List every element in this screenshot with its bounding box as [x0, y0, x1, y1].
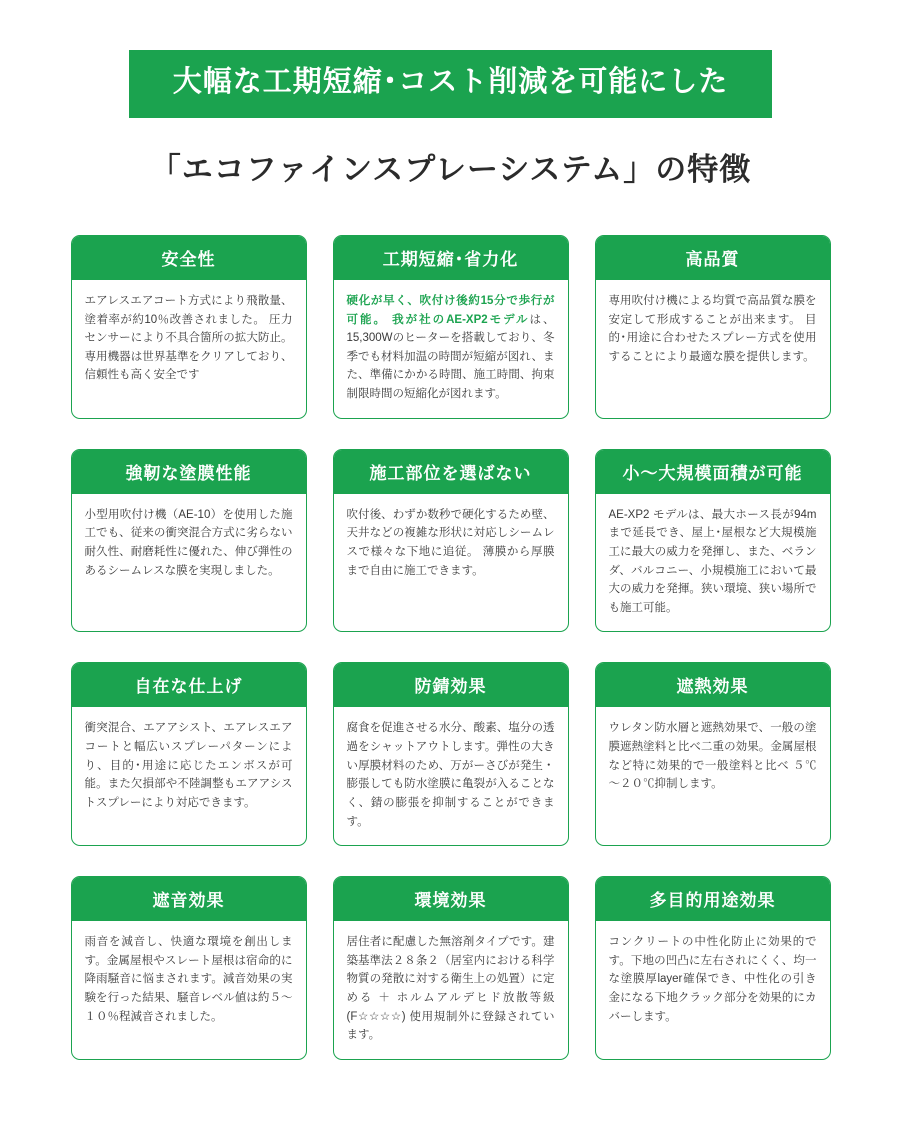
card-title: 強靭な塗膜性能 [72, 450, 306, 494]
card-body [72, 280, 306, 399]
feature-card [595, 876, 831, 1060]
card-body [72, 494, 306, 595]
card-body [596, 494, 830, 632]
card-body-text: AE-XP2 モデルは、最大ホース長が94mまで延長でき、屋上･屋根など大規模施工に最大の威力を発揮し、また、ベランダ、バルコニー、小規模施工において最大の威力を発揮。狭い環境、狭い場所でも施工可能。 [608, 508, 817, 614]
card-body [72, 707, 306, 826]
feature-card [333, 876, 569, 1060]
card-body [334, 494, 568, 595]
card-title: 多目的用途効果 [596, 877, 830, 921]
card-body-text: 居住者に配慮した無溶剤タイプです。建築基準法２８条２（居室内における科学物質の発散に対する衛生上の処置）に定める ＋ ホルムアルデヒド放散等級 (F☆☆☆☆) 使用規制外に登録されています。 [346, 936, 555, 1042]
feature-card [71, 662, 307, 846]
card-body [596, 707, 830, 808]
feature-card-grid [71, 189, 831, 1060]
feature-card [595, 662, 831, 846]
card-body-text: 衝突混合、エアアシスト、エアレスエアコートと幅広いスプレーパターンにより、目的･用途に応じたエンボスが可能。また欠損部や不陸調整もエアアシストスプレーにより対応できます。 [84, 722, 293, 809]
card-title: 環境効果 [334, 877, 568, 921]
card-body-text: 専用吹付け機による均質で高品質な膜を安定して形成することが出来ます。 目的･用途に合わせたスプレー方式を使用することにより最適な膜を提供します。 [608, 294, 817, 363]
card-body-text: 雨音を減音し、快適な環境を創出します。金属屋根やスレート屋根は宿命的に降雨騒音に悩まされます。減音効果の実験を行った結果、騒音レベル値は約５～１０％程減音されました。 [84, 936, 293, 1023]
card-body-text: ウレタン防水層と遮熱効果で、一般の塗膜遮熱塗料と比べ二重の効果。金属屋根など特に効果的で一般塗料と比べ ５℃～２０℃抑制します。 [608, 722, 817, 791]
feature-card [71, 876, 307, 1060]
card-body-text: は、15,300Wのヒーターを搭載しており、冬季でも材料加温の時間が短縮が図れ、また、準備にかかる時間、施工時間、拘束制限時間の短縮化が図れます。 [346, 313, 555, 401]
card-title: 小～大規模面積が可能 [596, 450, 830, 494]
feature-card [333, 662, 569, 846]
header-banner: 大幅な工期短縮･コスト削減を可能にした [129, 50, 773, 118]
card-body [334, 707, 568, 845]
page-header [0, 0, 901, 189]
feature-card [333, 235, 569, 419]
card-title: 防錆効果 [334, 663, 568, 707]
card-body [72, 921, 306, 1040]
card-title: 自在な仕上げ [72, 663, 306, 707]
card-title: 高品質 [596, 236, 830, 280]
feature-card [71, 235, 307, 419]
card-title: 工期短縮･省力化 [334, 236, 568, 280]
card-body-highlight: 硬化が早く、吹付け後約15分で歩行が可能。 我が社のAE-XP2モデル [346, 294, 555, 326]
card-title: 遮音効果 [72, 877, 306, 921]
feature-card [595, 449, 831, 633]
card-body [334, 921, 568, 1059]
page-title: 「エコファインスプレーシステム」の特徴 [149, 151, 752, 187]
card-title: 遮熱効果 [596, 663, 830, 707]
feature-card [333, 449, 569, 633]
card-title: 施工部位を選ばない [334, 450, 568, 494]
card-body [334, 280, 568, 418]
card-body-text: コンクリートの中性化防止に効果的です。下地の凹凸に左右されにくく、均一な塗膜厚layer確保でき、中性化の引き金になる下地クラック部分を効果的にカバーします。 [608, 936, 817, 1023]
card-title: 安全性 [72, 236, 306, 280]
feature-card [71, 449, 307, 633]
card-body-text: 小型用吹付け機（AE-10）を使用した施工でも、従来の衝突混合方式に劣らない耐久性、耐磨耗性に優れた、伸び弾性のあるシームレスな膜を実現しました。 [84, 508, 293, 577]
card-body [596, 921, 830, 1040]
card-body-text: エアレスエアコート方式により飛散量、塗着率が約10％改善されました。 圧力センサーにより不具合箇所の拡大防止。専用機器は世界基準をクリアしており、信頼性も高く安全です [84, 294, 293, 382]
card-body [596, 280, 830, 381]
feature-card [595, 235, 831, 419]
card-body-text: 吹付後、わずか数秒で硬化するため壁、天井などの複雑な形状に対応しシームレスで様々な下地に追従。 薄膜から厚膜まで自由に施工できます。 [346, 508, 555, 577]
card-body-text: 腐食を促進させる水分、酸素、塩分の透過をシャットアウトします。弾性の大きい厚膜材料のため、万がーさびが発生・膨張しても防水塗膜に亀裂が入ることなく、錆の膨張を抑制することができます。 [346, 722, 555, 828]
